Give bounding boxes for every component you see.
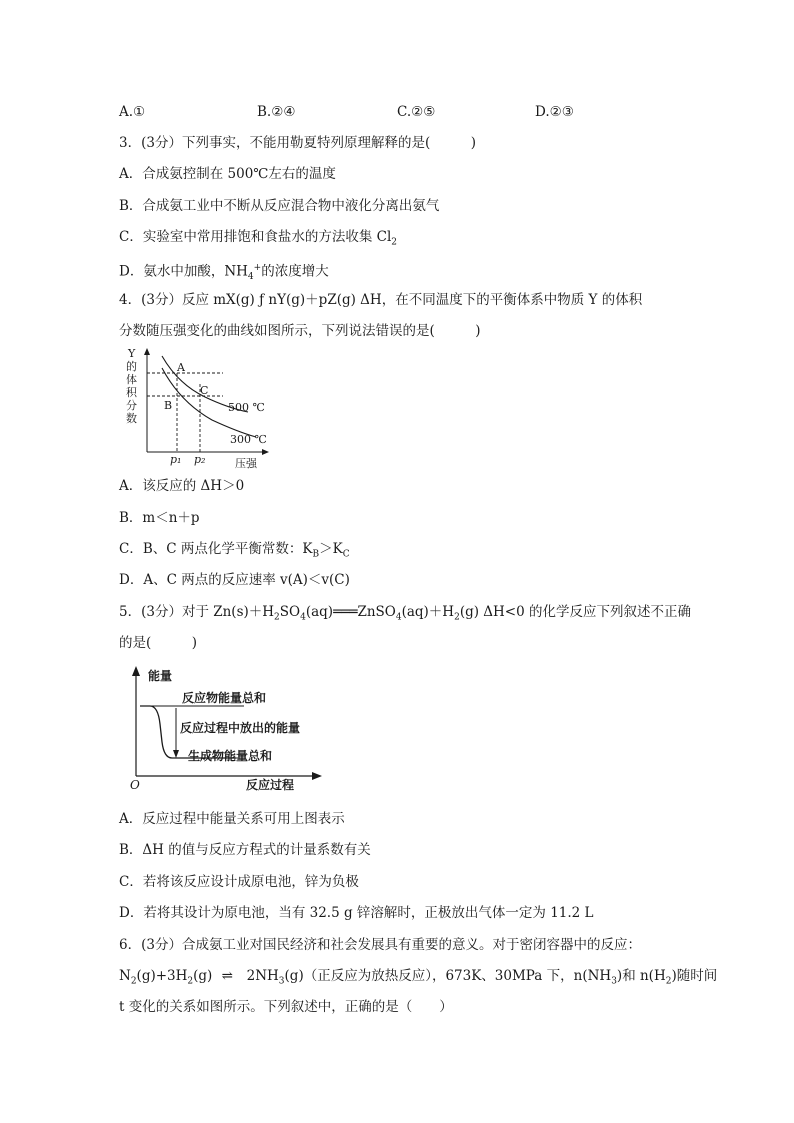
q6-stem-line1: 6．(3分）合成氨工业对国民经济和社会发展具有重要的意义。对于密闭容器中的反应： <box>119 937 641 953</box>
q6-stem-part: (g)+3H <box>136 968 188 984</box>
y-axis-label-1: Y <box>128 347 136 360</box>
q6-stem-part: N <box>119 968 131 984</box>
q6-stem-part: )和 n(H <box>616 968 666 984</box>
curve-500-label: 500 ℃ <box>228 401 265 414</box>
subscript: B <box>312 549 320 560</box>
subscript: 3 <box>278 976 285 987</box>
point-b-label: B <box>164 399 173 412</box>
released-energy-arrowhead <box>173 750 179 758</box>
q5-stem-line1 <box>119 602 691 628</box>
q6-stem-line3: t 变化的关系如图所示。下列叙述中，正确的是（ ） <box>119 999 453 1015</box>
subscript: 2 <box>187 976 194 987</box>
q3-option-d-text: D．氨水中加酸，NH <box>119 263 248 280</box>
q4-figure <box>120 344 280 472</box>
q6-stem-line2 <box>119 966 717 992</box>
q4-stem-line1: 4．(3分）反应 mX(g) ƒ nY(g)＋pZ(g) ΔH，在不同温度下的平衡体系中物质 Y 的体积 <box>119 292 643 308</box>
y-axis-arrow <box>132 666 140 676</box>
reactant-energy-label: 反应物能量总和 <box>182 691 267 705</box>
subscript: C <box>342 549 350 560</box>
q3-stem: 3．(3分）下列事实，不能用勒夏特列原理解释的是( ) <box>119 135 476 151</box>
point-c-label: C <box>200 384 209 397</box>
q3-option-d <box>119 258 329 287</box>
q6-stem-part: (g) <box>193 968 213 984</box>
q6-stem-part: )随时间 <box>671 968 718 984</box>
p1-label: p₁ <box>170 453 182 466</box>
point-a-label: A <box>177 361 185 374</box>
q5-stem-part: (g) ΔH<0 的化学反应下列叙述不正确 <box>459 604 691 620</box>
origin-label: O <box>130 778 140 792</box>
q6-stem-part: (g)（正反应为放热反应），673K、30MPa 下，n(NH <box>284 968 612 984</box>
curve-300-label: 300 ℃ <box>230 433 267 446</box>
previous-question-options <box>119 102 639 122</box>
subscript: 2 <box>454 612 460 623</box>
q5-stem-part: 5．(3分）对于 Zn(s)＋H <box>119 604 275 620</box>
y-axis-label-4: 积 <box>126 386 137 399</box>
superscript: + <box>253 263 262 273</box>
q5-stem-part: SO <box>279 604 301 620</box>
x-axis-label: 反应过程 <box>246 778 295 792</box>
y-axis-label-5: 分 <box>126 399 137 412</box>
q5-stem-line2: 的是( ) <box>119 635 198 651</box>
subscript: 4 <box>300 612 306 623</box>
q5-option-a: A．反应过程中能量关系可用上图表示 <box>119 811 345 827</box>
q4-option-c-text: C．B、C 两点化学平衡常数：K <box>119 541 313 557</box>
released-energy-label: 反应过程中放出的能量 <box>180 721 301 735</box>
product-energy-label: 生成物能量总和 <box>188 749 273 763</box>
y-axis-arrow <box>144 348 150 355</box>
x-axis-label: 压强 <box>235 457 257 470</box>
p2-label: p₂ <box>194 453 206 466</box>
q5-figure <box>126 664 326 792</box>
q3-option-a: A．合成氨控制在 500℃左右的温度 <box>119 166 336 182</box>
x-axis-arrow <box>262 449 269 455</box>
subscript: 2 <box>274 612 280 623</box>
reversible-arrow-icon: ⇌ <box>221 968 233 984</box>
x-axis-arrow <box>312 772 322 780</box>
q4-option-d: D．A、C 两点的反应速率 v(A)＜v(C) <box>119 572 350 588</box>
q4-option-c-mid: ＞K <box>319 541 343 557</box>
subscript: 2 <box>391 237 398 248</box>
q3-option-b: B．合成氨工业中不断从反应混合物中液化分离出氨气 <box>119 198 440 214</box>
q4-option-b: B．m＜n＋p <box>119 510 200 526</box>
option-d: D.②③ <box>535 104 574 120</box>
q4-option-a: A．该反应的 ΔH＞0 <box>119 478 245 494</box>
q4-stem-line2: 分数随压强变化的曲线如图所示，下列说法错误的是( ) <box>119 323 481 339</box>
q4-option-c <box>119 539 350 565</box>
q6-stem-part: 2NH <box>242 968 279 984</box>
q3-option-d-text-end: 的浓度增大 <box>261 263 329 280</box>
y-axis-label-3: 体 <box>126 373 137 386</box>
q5-option-c: C．若将该反应设计成原电池，锌为负极 <box>119 874 359 890</box>
option-a: A.① <box>119 104 146 120</box>
q5-option-b: B．ΔH 的值与反应方程式的计量系数有关 <box>119 842 371 858</box>
option-b: B.②④ <box>257 104 296 120</box>
subscript: 2 <box>665 976 672 987</box>
q5-stem-part: (aq)═══ZnSO <box>305 604 396 620</box>
q5-stem-part: (aq)＋H <box>401 604 455 620</box>
y-axis-label-6: 数 <box>126 412 137 425</box>
q5-option-d: D．若将其设计为原电池，当有 32.5 g 锌溶解时，正极放出气体一定为 11.2 L <box>119 905 594 921</box>
subscript: 2 <box>130 976 137 987</box>
option-c: C.②⑤ <box>397 104 436 120</box>
subscript: 4 <box>247 272 254 283</box>
subscript: 3 <box>611 976 617 987</box>
subscript: 4 <box>395 612 402 623</box>
q3-option-c-text: C．实验室中常用排饱和食盐水的方法收集 Cl <box>119 229 392 245</box>
y-axis-label-2: 的 <box>126 360 137 373</box>
y-axis-label: 能量 <box>148 669 173 683</box>
q3-option-c <box>119 227 397 253</box>
